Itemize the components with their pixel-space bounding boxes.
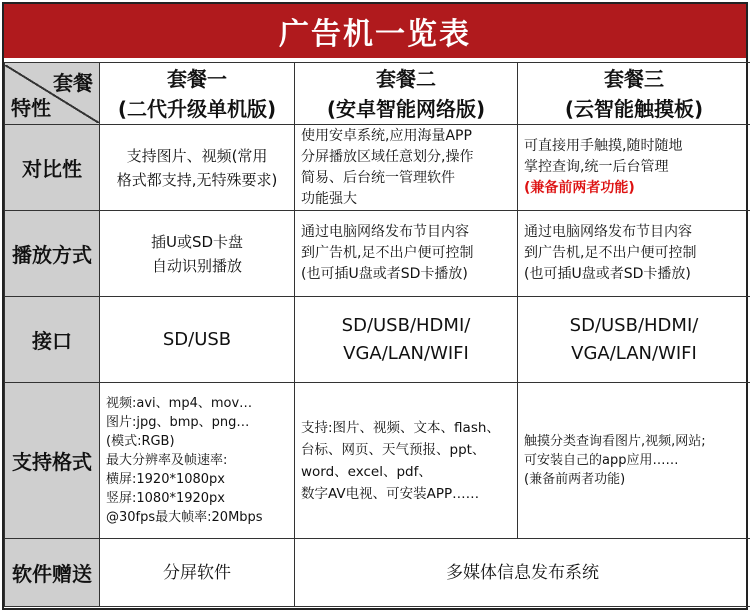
- text-line: 最大分辨率及帧速率:: [106, 453, 228, 468]
- text-line: 台标、网页、天气预报、ppt、: [301, 441, 486, 458]
- table-row-play: [5, 211, 750, 297]
- text-line: @30fps最大帧率:20Mbps: [106, 510, 263, 525]
- table-row-compare: [5, 125, 750, 211]
- text-line: 分屏播放区域任意划分,操作: [301, 148, 474, 165]
- compare-plan-2: [295, 125, 518, 211]
- text-line: 到广告机,足不出户便可控制: [301, 245, 474, 261]
- table-row-interface: [5, 297, 750, 383]
- text-line: 到广告机,足不出户便可控制: [524, 245, 697, 261]
- plan-name: 套餐一: [167, 66, 227, 91]
- text-line: 支持图片、视频(常用: [126, 146, 268, 165]
- table-row-formats: [5, 383, 750, 539]
- interface-plan-3: [518, 297, 750, 383]
- software-plan-1: 分屏软件: [100, 539, 295, 607]
- text-line: 简易、后台统一管理软件: [301, 169, 455, 186]
- text-line: 通过电脑网络发布节目内容: [524, 224, 692, 240]
- formats-plan-2: [295, 383, 518, 539]
- play-plan-2: [295, 211, 518, 297]
- text-line: 触摸分类查询看图片,视频,网站;: [524, 434, 706, 449]
- text-line: 通过电脑网络发布节目内容: [301, 224, 469, 240]
- formats-plan-1: [100, 383, 295, 539]
- plan-subtitle: (二代升级单机版): [117, 96, 277, 121]
- text-line: VGA/LAN/WIFI: [343, 342, 469, 364]
- corner-label-feature: 特性: [11, 95, 51, 120]
- text-line: 支持:图片、视频、文本、flash、: [301, 419, 500, 436]
- text-line: 横屏:1920*1080px: [106, 472, 225, 487]
- text-line: 竖屏:1080*1920px: [106, 491, 225, 506]
- text-line: 功能强大: [301, 190, 357, 207]
- plan-header-1: [100, 63, 295, 125]
- software-plan-2-3: 多媒体信息发布系统: [295, 539, 750, 607]
- text-line: (也可插U盘或者SD卡播放): [524, 266, 691, 282]
- text-line: word、excel、pdf、: [301, 463, 432, 480]
- product-table-card: [2, 2, 748, 610]
- text-line: 使用安卓系统,应用海量APP: [301, 127, 472, 144]
- compare-plan-1: [100, 125, 295, 211]
- text-line: SD/USB/HDMI/: [569, 314, 699, 336]
- play-plan-3: [518, 211, 750, 297]
- corner-label-plan: 套餐: [53, 70, 93, 95]
- text-line: SD/USB: [162, 328, 232, 350]
- play-plan-1: [100, 211, 295, 297]
- row-label: 支持格式: [5, 383, 100, 539]
- text-line: (兼备前两者功能): [524, 472, 626, 487]
- text-line: 图片:jpg、bmp、png…: [106, 415, 250, 430]
- compare-plan-3: [518, 125, 750, 211]
- row-label: 对比性: [5, 125, 100, 211]
- comparison-table: [4, 62, 750, 607]
- text-line: (模式:RGB): [106, 434, 175, 449]
- text-line: 格式都支持,无特殊要求): [116, 170, 278, 189]
- row-label: 软件赠送: [5, 539, 100, 607]
- text-line: (也可插U盘或者SD卡播放): [301, 266, 468, 282]
- text-line: 数字AV电视、可安装APP……: [301, 485, 480, 502]
- formats-plan-3: [518, 383, 750, 539]
- plan-subtitle: (安卓智能网络版): [326, 96, 486, 121]
- page-title: 广告机一览表: [4, 4, 746, 58]
- corner-cell: [5, 63, 100, 125]
- text-line: 插U或SD卡盘: [150, 232, 244, 251]
- text-line: 可直接用手触摸,随时随地: [524, 138, 683, 154]
- plan-header-3: [518, 63, 750, 125]
- highlight-note: (兼备前两者功能): [524, 180, 635, 196]
- interface-plan-2: [295, 297, 518, 383]
- row-label: 接口: [5, 297, 100, 383]
- text-line: VGA/LAN/WIFI: [571, 342, 697, 364]
- diagonal-header: [5, 65, 99, 123]
- text-line: 自动识别播放: [151, 256, 242, 275]
- text-line: SD/USB/HDMI/: [341, 314, 471, 336]
- text-line: 掌控查询,统一后台管理: [524, 159, 669, 175]
- table-header-row: [5, 63, 750, 125]
- table-row-software: [5, 539, 750, 607]
- plan-name: 套餐二: [376, 66, 436, 91]
- plan-subtitle: (云智能触摸板): [564, 96, 704, 121]
- text-line: 视频:avi、mp4、mov…: [106, 396, 253, 411]
- plan-name: 套餐三: [604, 66, 664, 91]
- plan-header-2: [295, 63, 518, 125]
- row-label: 播放方式: [5, 211, 100, 297]
- text-line: 可安装自己的app应用……: [524, 453, 679, 468]
- interface-plan-1: [100, 297, 295, 383]
